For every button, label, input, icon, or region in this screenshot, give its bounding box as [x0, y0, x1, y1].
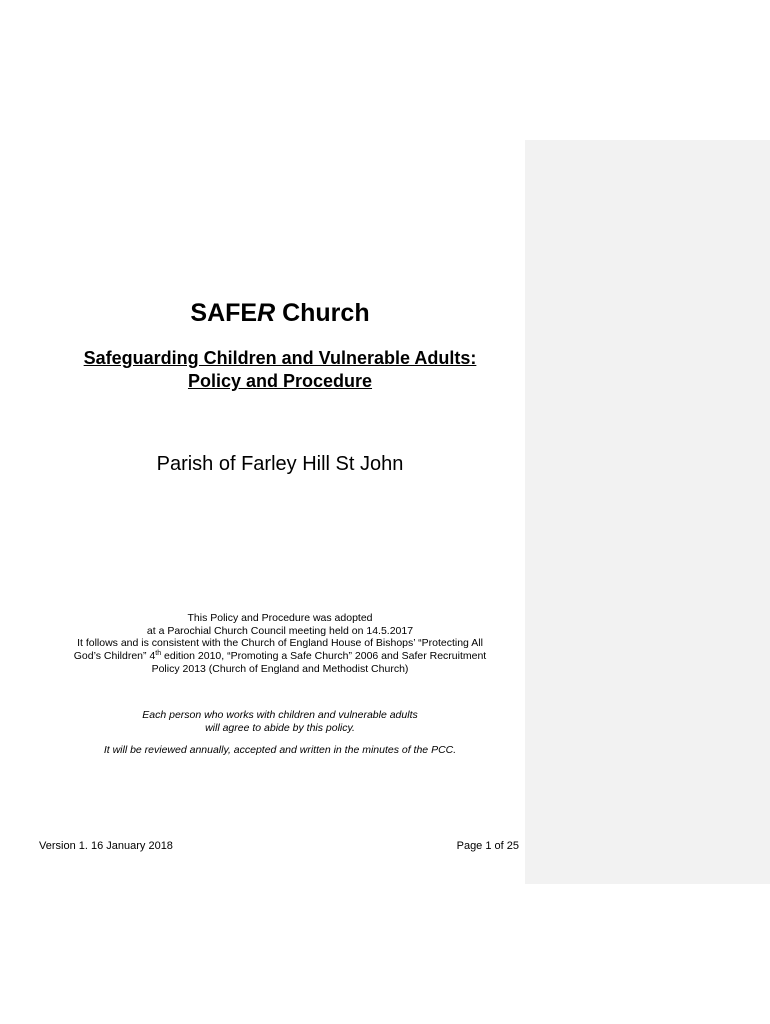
- subtitle-line-2: Policy and Procedure: [187, 371, 373, 391]
- adoption-line: edition 2010, “Promoting a Safe Church” 2006 and Safer Recruitment: [161, 650, 487, 663]
- adoption-line: God’s Children” 4: [73, 650, 156, 663]
- superscript-th: th: [155, 650, 162, 658]
- adoption-line: This Policy and Procedure was adopted: [187, 612, 373, 624]
- adoption-statement: [40, 612, 520, 676]
- comment-margin-panel: [525, 140, 770, 884]
- review-statement: It will be reviewed annually, accepted and written in the minutes of the PCC.: [103, 744, 457, 756]
- title-italic-letter: R: [257, 299, 276, 327]
- title-text: SAFE: [190, 299, 258, 327]
- title-text-rest: Church: [275, 299, 370, 327]
- agreement-statement: [40, 709, 520, 734]
- page-number-footer: Page 1 of 25: [456, 840, 519, 852]
- parish-name: Parish of Farley Hill St John: [156, 453, 404, 475]
- document-title: [35, 299, 525, 328]
- adoption-line: at a Parochial Church Council meeting held on 14.5.2017: [146, 624, 414, 637]
- version-footer: Version 1. 16 January 2018: [39, 840, 173, 852]
- adoption-line: It follows and is consistent with the Church of England House of Bishops’ “Protecting All: [77, 637, 483, 650]
- document-subtitle: [35, 347, 525, 393]
- agreement-line: will agree to abide by this policy.: [205, 721, 355, 734]
- subtitle-line-1: Safeguarding Children and Vulnerable Adults:: [83, 348, 477, 368]
- agreement-line: Each person who works with children and vulnerable adults: [142, 709, 418, 721]
- adoption-line: Policy 2013 (Church of England and Methodist Church): [151, 662, 409, 675]
